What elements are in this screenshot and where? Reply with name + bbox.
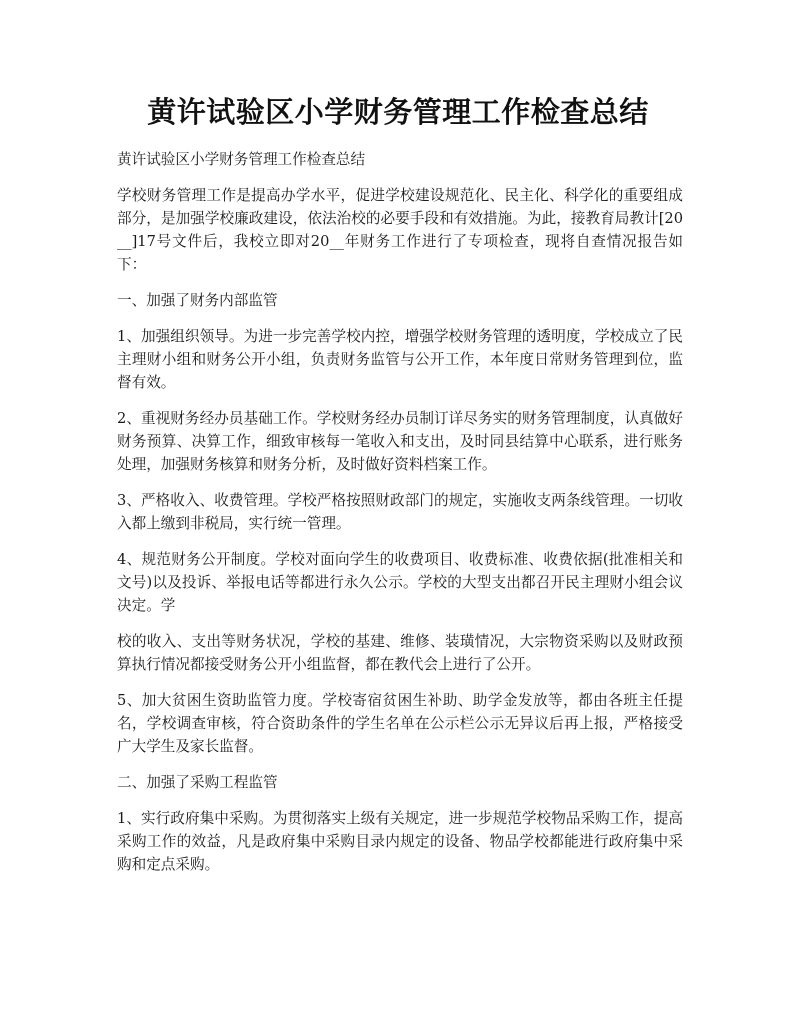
paragraph-item-1-3: 3、严格收入、收费管理。学校严格按照财政部门的规定，实施收支两条线管理。一切收入都上缴到非税局，实行统一管理。: [117, 492, 683, 532]
section-heading-1: 一、加强了财务内部监管: [117, 292, 278, 309]
paragraph-item-1-4-continued: 校的收入、支出等财务状况，学校的基建、维修、装璜情况，大宗物资采购以及财政预算执行情况都接受财务公开小组监督，都在教代会上进行了公开。: [117, 633, 683, 673]
paragraph-item-1-2: 2、重视财务经办员基础工作。学校财务经办员制订详尽务实的财务管理制度，认真做好财务预算、决算工作，细致审核每一笔收入和支出，及时同县结算中心联系，进行账务处理，加强财务核算和财务分析，及时做好资料档案工作。: [117, 410, 683, 473]
paragraph-item-1-5: 5、加大贫困生资助监管力度。学校寄宿贫困生补助、助学金发放等，都由各班主任提名，学校调查审核，符合资助条件的学生名单在公示栏公示无异议后再上报，严格接受广大学生及家长监督。: [117, 692, 683, 755]
intro-paragraph: 学校财务管理工作是提高办学水平，促进学校建设规范化、民主化、科学化的重要组成部分，是加强学校廉政建设，依法治校的必要手段和有效措施。为此，接教育局教计[20__]17号文件后，我校立即对20__年财务工作进行了专项检查，现将自查情况报告如下：: [117, 187, 683, 273]
paragraph-item-2-1: 1、实行政府集中采购。为贯彻落实上级有关规定，进一步规范学校物品采购工作，提高采购工作的效益，凡是政府集中采购目录内规定的设备、物品学校都能进行政府集中采购和定点采购。: [117, 810, 683, 873]
section-heading-2: 二、加强了采购工程监管: [117, 774, 278, 791]
subtitle-paragraph: 黄许试验区小学财务管理工作检查总结: [117, 151, 366, 168]
document-body: [117, 148, 683, 889]
document-title: 黄许试验区小学财务管理工作检查总结: [147, 95, 649, 129]
paragraph-item-1-1: 1、加强组织领导。为进一步完善学校内控，增强学校财务管理的透明度，学校成立了民主理财小组和财务公开小组，负责财务监管与公开工作，本年度日常财务管理到位，监督有效。: [117, 328, 683, 391]
paragraph-item-1-4: 4、规范财务公开制度。学校对面向学生的收费项目、收费标准、收费依据(批准相关和文号)以及投诉、举报电话等都进行永久公示。学校的大型支出都召开民主理财小组会议决定。学: [117, 551, 683, 614]
